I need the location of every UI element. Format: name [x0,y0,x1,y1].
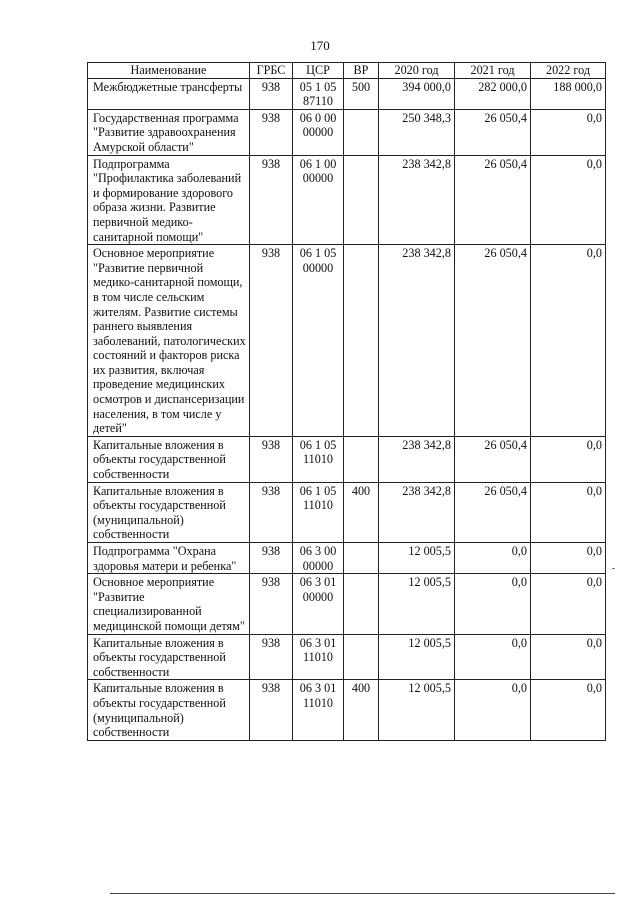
cell-2022: 0,0 [531,543,606,574]
cell-2020: 12 005,5 [379,574,455,634]
cell-vr [344,155,379,245]
table-row [88,109,606,155]
cell-2022: 0,0 [531,680,606,740]
cell-name: Капитальные вложения в объекты государственной (муниципальной) собственности [88,680,250,740]
cell-2022: 0,0 [531,109,606,155]
cell-vr [344,436,379,482]
cell-grbs: 938 [250,155,293,245]
cell-grbs: 938 [250,245,293,437]
table-row [88,634,606,680]
cell-2022: 0,0 [531,436,606,482]
cell-csr: 06 3 00 00000 [293,543,344,574]
cell-2021: 0,0 [455,543,531,574]
cell-2020: 238 342,8 [379,482,455,542]
cell-2022: 0,0 [531,634,606,680]
cell-2020: 12 005,5 [379,634,455,680]
cell-2021: 26 050,4 [455,482,531,542]
table-row [88,155,606,245]
cell-2022: 0,0 [531,574,606,634]
header-csr: ЦСР [293,63,344,79]
cell-2020: 238 342,8 [379,436,455,482]
cell-2021: 0,0 [455,574,531,634]
cell-name: Капитальные вложения в объекты государственной собственности [88,634,250,680]
cell-2022: 0,0 [531,482,606,542]
scan-speck [612,568,615,569]
cell-2022: 0,0 [531,155,606,245]
cell-name: Основное мероприятие "Развитие первичной медико-санитарной помощи, в том числе сельским жителям. Развитие системы раннего выявления заболеваний, патологических состояний и факторов риска их развития, включая проведение медицинских осмотров и диспансеризации населения, в том числе у детей" [88,245,250,437]
cell-csr: 05 1 05 87110 [293,78,344,109]
cell-vr [344,543,379,574]
cell-name: Капитальные вложения в объекты государственной собственности [88,436,250,482]
cell-name: Подпрограмма "Профилактика заболеваний и формирование здорового образа жизни. Развитие первичной медико-санитарной помощи" [88,155,250,245]
table-row [88,543,606,574]
table-row [88,574,606,634]
cell-2022: 188 000,0 [531,78,606,109]
cell-grbs: 938 [250,78,293,109]
header-grbs: ГРБС [250,63,293,79]
cell-name: Подпрограмма "Охрана здоровья матери и ребенка" [88,543,250,574]
cell-2020: 12 005,5 [379,543,455,574]
table-row [88,78,606,109]
cell-2021: 0,0 [455,680,531,740]
header-2020: 2020 год [379,63,455,79]
cell-grbs: 938 [250,543,293,574]
table-row [88,436,606,482]
cell-grbs: 938 [250,109,293,155]
cell-2021: 282 000,0 [455,78,531,109]
table-row [88,680,606,740]
cell-2021: 0,0 [455,634,531,680]
cell-2021: 26 050,4 [455,155,531,245]
cell-2020: 238 342,8 [379,245,455,437]
header-2022: 2022 год [531,63,606,79]
cell-2021: 26 050,4 [455,436,531,482]
cell-grbs: 938 [250,436,293,482]
cell-csr: 06 3 01 11010 [293,634,344,680]
budget-table [87,62,606,741]
table-row [88,482,606,542]
cell-2020: 250 348,3 [379,109,455,155]
cell-name: Межбюджетные трансферты [88,78,250,109]
cell-2020: 12 005,5 [379,680,455,740]
cell-name: Основное мероприятие "Развитие специализированной медицинской помощи детям" [88,574,250,634]
page-number: 170 [310,38,330,53]
cell-grbs: 938 [250,574,293,634]
cell-2021: 26 050,4 [455,109,531,155]
header-2021: 2021 год [455,63,531,79]
cell-csr: 06 1 05 11010 [293,436,344,482]
cell-vr [344,634,379,680]
header-name: Наименование [88,63,250,79]
cell-grbs: 938 [250,634,293,680]
table-header-row [88,63,606,79]
cell-grbs: 938 [250,482,293,542]
cell-csr: 06 1 05 11010 [293,482,344,542]
cell-vr [344,245,379,437]
cell-2022: 0,0 [531,245,606,437]
cell-2020: 238 342,8 [379,155,455,245]
cell-vr [344,574,379,634]
cell-vr [344,109,379,155]
cell-csr: 06 3 01 00000 [293,574,344,634]
cell-csr: 06 1 05 00000 [293,245,344,437]
cell-name: Капитальные вложения в объекты государственной (муниципальной) собственности [88,482,250,542]
cell-vr: 400 [344,680,379,740]
cell-csr: 06 0 00 00000 [293,109,344,155]
cell-csr: 06 3 01 11010 [293,680,344,740]
cell-csr: 06 1 00 00000 [293,155,344,245]
cell-2020: 394 000,0 [379,78,455,109]
cell-vr: 500 [344,78,379,109]
table-row [88,245,606,437]
bottom-scan-line [110,893,615,894]
header-vr: ВР [344,63,379,79]
cell-2021: 26 050,4 [455,245,531,437]
cell-name: Государственная программа "Развитие здравоохранения Амурской области" [88,109,250,155]
cell-grbs: 938 [250,680,293,740]
cell-vr: 400 [344,482,379,542]
